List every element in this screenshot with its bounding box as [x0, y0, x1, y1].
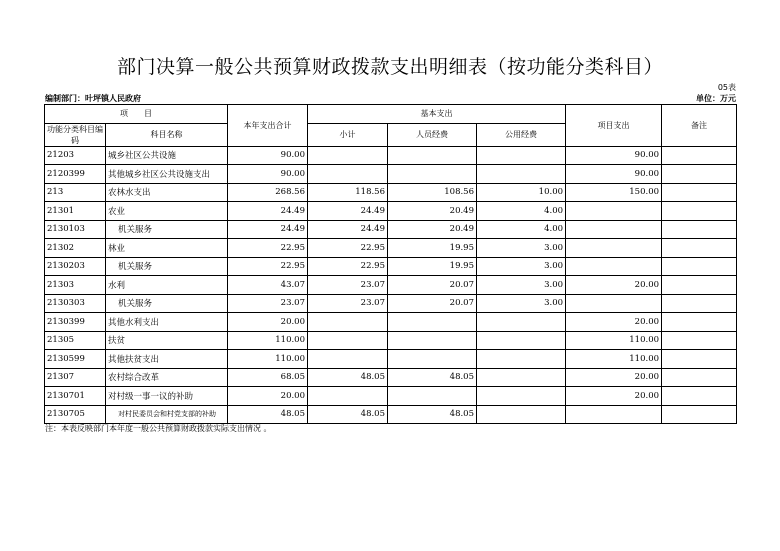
cell-personnel: 108.56 — [388, 183, 477, 202]
table-row — [45, 220, 737, 239]
cell-total: 90.00 — [228, 146, 308, 165]
cell-remark — [662, 331, 737, 350]
cell-total: 90.00 — [228, 165, 308, 184]
cell-total: 268.56 — [228, 183, 308, 202]
cell-project: 20.00 — [566, 387, 662, 406]
table-row — [45, 368, 737, 387]
cell-public — [477, 387, 566, 406]
cell-public — [477, 405, 566, 424]
cell-project — [566, 220, 662, 239]
table-row — [45, 239, 737, 258]
cell-remark — [662, 202, 737, 221]
department-label: 编制部门：叶坪镇人民政府 — [45, 94, 141, 103]
cell-subtotal: 24.49 — [308, 202, 388, 221]
cell-remark — [662, 183, 737, 202]
cell-code: 2130303 — [45, 294, 106, 313]
table-row — [45, 146, 737, 165]
cell-public — [477, 350, 566, 369]
cell-public: 4.00 — [477, 220, 566, 239]
cell-personnel: 48.05 — [388, 368, 477, 387]
cell-personnel: 48.05 — [388, 405, 477, 424]
cell-project — [566, 405, 662, 424]
cell-total: 24.49 — [228, 220, 308, 239]
cell-project: 20.00 — [566, 313, 662, 332]
cell-total: 23.07 — [228, 294, 308, 313]
cell-name: 农村综合改革 — [106, 368, 228, 387]
cell-subtotal: 23.07 — [308, 276, 388, 295]
expenditure-table — [44, 104, 737, 424]
cell-code: 21305 — [45, 331, 106, 350]
cell-subtotal: 24.49 — [308, 220, 388, 239]
cell-name: 机关服务 — [106, 220, 228, 239]
cell-code: 21303 — [45, 276, 106, 295]
cell-public: 3.00 — [477, 294, 566, 313]
table-row — [45, 276, 737, 295]
cell-code: 21302 — [45, 239, 106, 258]
cell-name: 农林水支出 — [106, 183, 228, 202]
cell-public: 3.00 — [477, 257, 566, 276]
cell-personnel: 19.95 — [388, 239, 477, 258]
cell-public: 4.00 — [477, 202, 566, 221]
cell-project — [566, 294, 662, 313]
cell-subtotal — [308, 313, 388, 332]
cell-personnel: 20.49 — [388, 220, 477, 239]
cell-name: 其他扶贫支出 — [106, 350, 228, 369]
cell-remark — [662, 387, 737, 406]
cell-code: 2120399 — [45, 165, 106, 184]
table-row — [45, 183, 737, 202]
cell-code: 2130203 — [45, 257, 106, 276]
cell-subtotal: 118.56 — [308, 183, 388, 202]
cell-public: 3.00 — [477, 276, 566, 295]
cell-public — [477, 165, 566, 184]
header-item: 项 目 — [45, 105, 228, 124]
cell-subtotal — [308, 165, 388, 184]
header-func-code: 功能分类科目编码 — [45, 123, 106, 146]
cell-project: 110.00 — [566, 331, 662, 350]
cell-public: 3.00 — [477, 239, 566, 258]
cell-personnel — [388, 313, 477, 332]
cell-code: 2130701 — [45, 387, 106, 406]
cell-remark — [662, 313, 737, 332]
cell-total: 68.05 — [228, 368, 308, 387]
table-row — [45, 313, 737, 332]
cell-public: 10.00 — [477, 183, 566, 202]
cell-code: 21307 — [45, 368, 106, 387]
table-row — [45, 257, 737, 276]
cell-code: 2130599 — [45, 350, 106, 369]
cell-subtotal: 23.07 — [308, 294, 388, 313]
cell-subtotal: 22.95 — [308, 239, 388, 258]
cell-total: 110.00 — [228, 350, 308, 369]
cell-total: 20.00 — [228, 313, 308, 332]
cell-public — [477, 331, 566, 350]
cell-name: 林业 — [106, 239, 228, 258]
cell-total: 43.07 — [228, 276, 308, 295]
cell-name: 机关服务 — [106, 257, 228, 276]
cell-code: 21301 — [45, 202, 106, 221]
cell-project: 20.00 — [566, 368, 662, 387]
cell-public — [477, 368, 566, 387]
cell-project — [566, 202, 662, 221]
cell-name: 对村民委员会和村党支部的补助 — [106, 405, 228, 424]
cell-total: 20.00 — [228, 387, 308, 406]
cell-name: 农业 — [106, 202, 228, 221]
cell-name: 扶贫 — [106, 331, 228, 350]
cell-code: 2130705 — [45, 405, 106, 424]
footnote: 注：本表反映部门本年度一般公共预算财政拨款实际支出情况 。 — [45, 424, 272, 433]
cell-subtotal: 48.05 — [308, 405, 388, 424]
cell-personnel — [388, 146, 477, 165]
cell-subtotal: 22.95 — [308, 257, 388, 276]
cell-public — [477, 313, 566, 332]
cell-personnel: 19.95 — [388, 257, 477, 276]
table-row — [45, 165, 737, 184]
header-personnel: 人员经费 — [388, 123, 477, 146]
cell-remark — [662, 294, 737, 313]
cell-personnel — [388, 165, 477, 184]
cell-name: 其他城乡社区公共设施支出 — [106, 165, 228, 184]
cell-total: 22.95 — [228, 239, 308, 258]
table-row — [45, 331, 737, 350]
cell-remark — [662, 220, 737, 239]
cell-subtotal — [308, 387, 388, 406]
cell-project: 150.00 — [566, 183, 662, 202]
cell-code: 2130399 — [45, 313, 106, 332]
form-number: 05表 — [717, 83, 736, 92]
cell-name: 城乡社区公共设施 — [106, 146, 228, 165]
table-row — [45, 202, 737, 221]
cell-total: 22.95 — [228, 257, 308, 276]
header-project: 项目支出 — [566, 105, 662, 147]
cell-remark — [662, 405, 737, 424]
cell-name: 其他水利支出 — [106, 313, 228, 332]
header-subtotal: 小计 — [308, 123, 388, 146]
table-row — [45, 405, 737, 424]
header-total: 本年支出合计 — [228, 105, 308, 147]
cell-project: 20.00 — [566, 276, 662, 295]
cell-name: 机关服务 — [106, 294, 228, 313]
cell-subtotal — [308, 350, 388, 369]
cell-personnel — [388, 331, 477, 350]
cell-project — [566, 239, 662, 258]
cell-personnel: 20.49 — [388, 202, 477, 221]
header-basic: 基本支出 — [308, 105, 566, 124]
cell-personnel — [388, 350, 477, 369]
cell-personnel: 20.07 — [388, 276, 477, 295]
header-remark: 备注 — [662, 105, 737, 147]
cell-personnel — [388, 387, 477, 406]
cell-subtotal: 48.05 — [308, 368, 388, 387]
table-row — [45, 387, 737, 406]
cell-name: 水利 — [106, 276, 228, 295]
cell-project: 110.00 — [566, 350, 662, 369]
cell-code: 2130103 — [45, 220, 106, 239]
cell-code: 213 — [45, 183, 106, 202]
cell-remark — [662, 368, 737, 387]
cell-project: 90.00 — [566, 165, 662, 184]
cell-remark — [662, 350, 737, 369]
cell-total: 48.05 — [228, 405, 308, 424]
cell-subtotal — [308, 331, 388, 350]
cell-personnel: 20.07 — [388, 294, 477, 313]
header-public: 公用经费 — [477, 123, 566, 146]
cell-code: 21203 — [45, 146, 106, 165]
cell-remark — [662, 165, 737, 184]
table-row — [45, 350, 737, 369]
unit-label: 单位：万元 — [696, 94, 736, 103]
cell-remark — [662, 239, 737, 258]
cell-remark — [662, 146, 737, 165]
cell-total: 110.00 — [228, 331, 308, 350]
cell-remark — [662, 257, 737, 276]
cell-name: 对村级一事一议的补助 — [106, 387, 228, 406]
header-subject-name: 科目名称 — [106, 123, 228, 146]
cell-public — [477, 146, 566, 165]
cell-project: 90.00 — [566, 146, 662, 165]
cell-total: 24.49 — [228, 202, 308, 221]
page-title: 部门决算一般公共预算财政拨款支出明细表（按功能分类科目） — [116, 56, 663, 78]
table-row — [45, 294, 737, 313]
cell-remark — [662, 276, 737, 295]
cell-project — [566, 257, 662, 276]
cell-subtotal — [308, 146, 388, 165]
